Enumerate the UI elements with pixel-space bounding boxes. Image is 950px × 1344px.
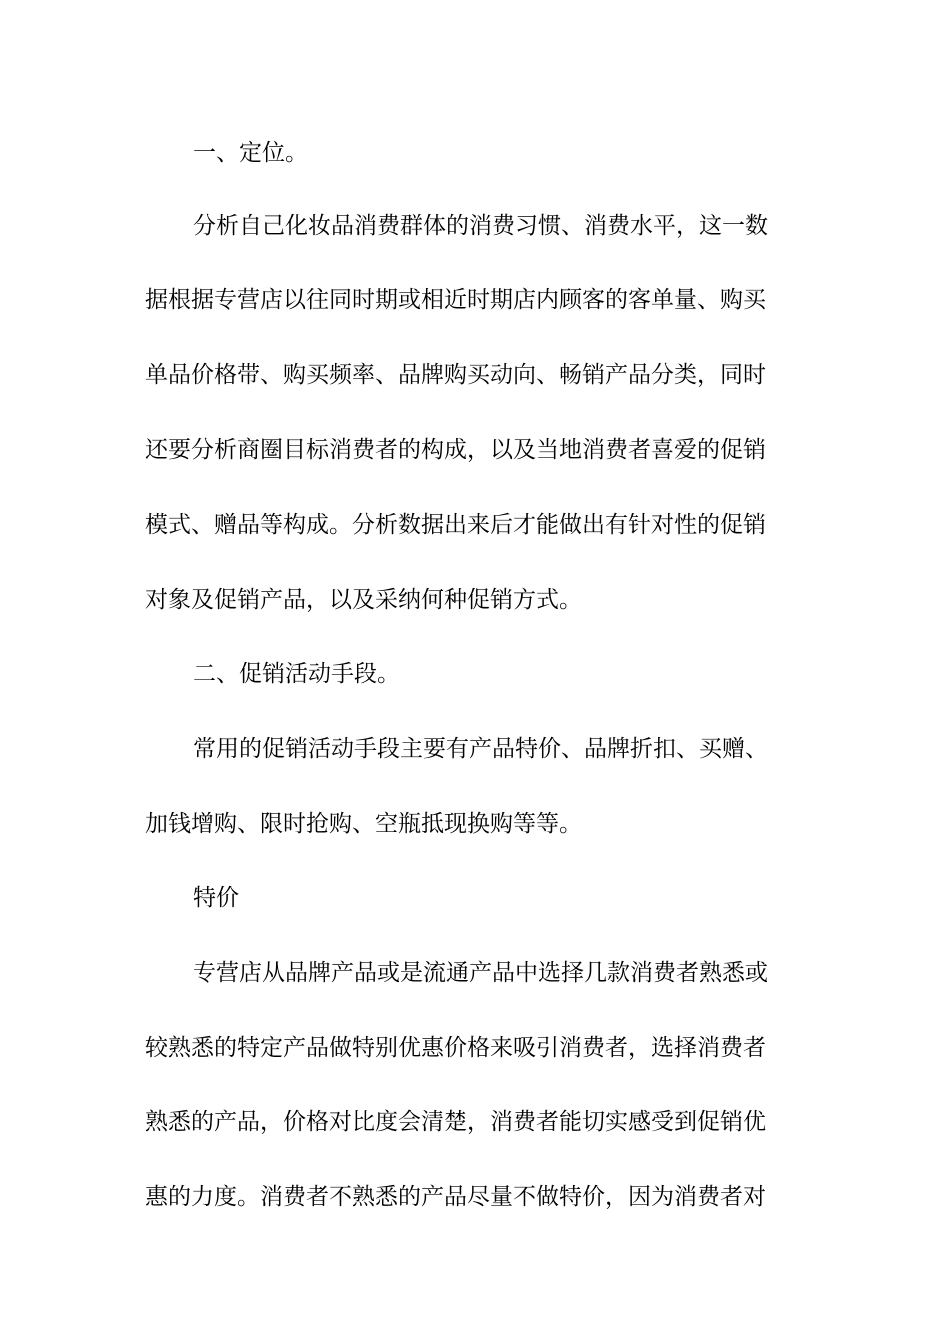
heading-positioning: 一、定位。	[193, 140, 308, 166]
paragraph-line: 熟悉的产品，价格对比度会清楚，消费者能切实感受到促销优	[145, 1109, 766, 1135]
paragraph-line: 据根据专营店以往同时期或相近时期店内顾客的客单量、购买	[145, 287, 766, 313]
paragraph-line: 专营店从品牌产品或是流通产品中选择几款消费者熟悉或	[193, 960, 768, 986]
heading-promotion-methods: 二、促销活动手段。	[193, 661, 400, 687]
paragraph-line: 对象及促销产品，以及采纳何种促销方式。	[145, 587, 582, 613]
paragraph-line: 惠的力度。消费者不熟悉的产品尽量不做特价，因为消费者对	[145, 1184, 766, 1210]
subheading-special-price: 特价	[193, 885, 239, 911]
paragraph-line: 还要分析商圈目标消费者的构成，以及当地消费者喜爱的促销	[145, 437, 766, 463]
paragraph-line: 单品价格带、购买频率、品牌购买动向、畅销产品分类，同时	[145, 362, 766, 388]
paragraph-line: 加钱增购、限时抢购、空瓶抵现换购等等。	[145, 811, 582, 837]
paragraph-line: 常用的促销活动手段主要有产品特价、品牌折扣、买赠、	[193, 736, 768, 762]
paragraph-line: 较熟悉的特定产品做特别优惠价格来吸引消费者，选择消费者	[145, 1035, 766, 1061]
paragraph-line: 模式、赠品等构成。分析数据出来后才能做出有针对性的促销	[145, 512, 766, 538]
paragraph-line: 分析自己化妆品消费群体的消费习惯、消费水平，这一数	[193, 213, 768, 239]
